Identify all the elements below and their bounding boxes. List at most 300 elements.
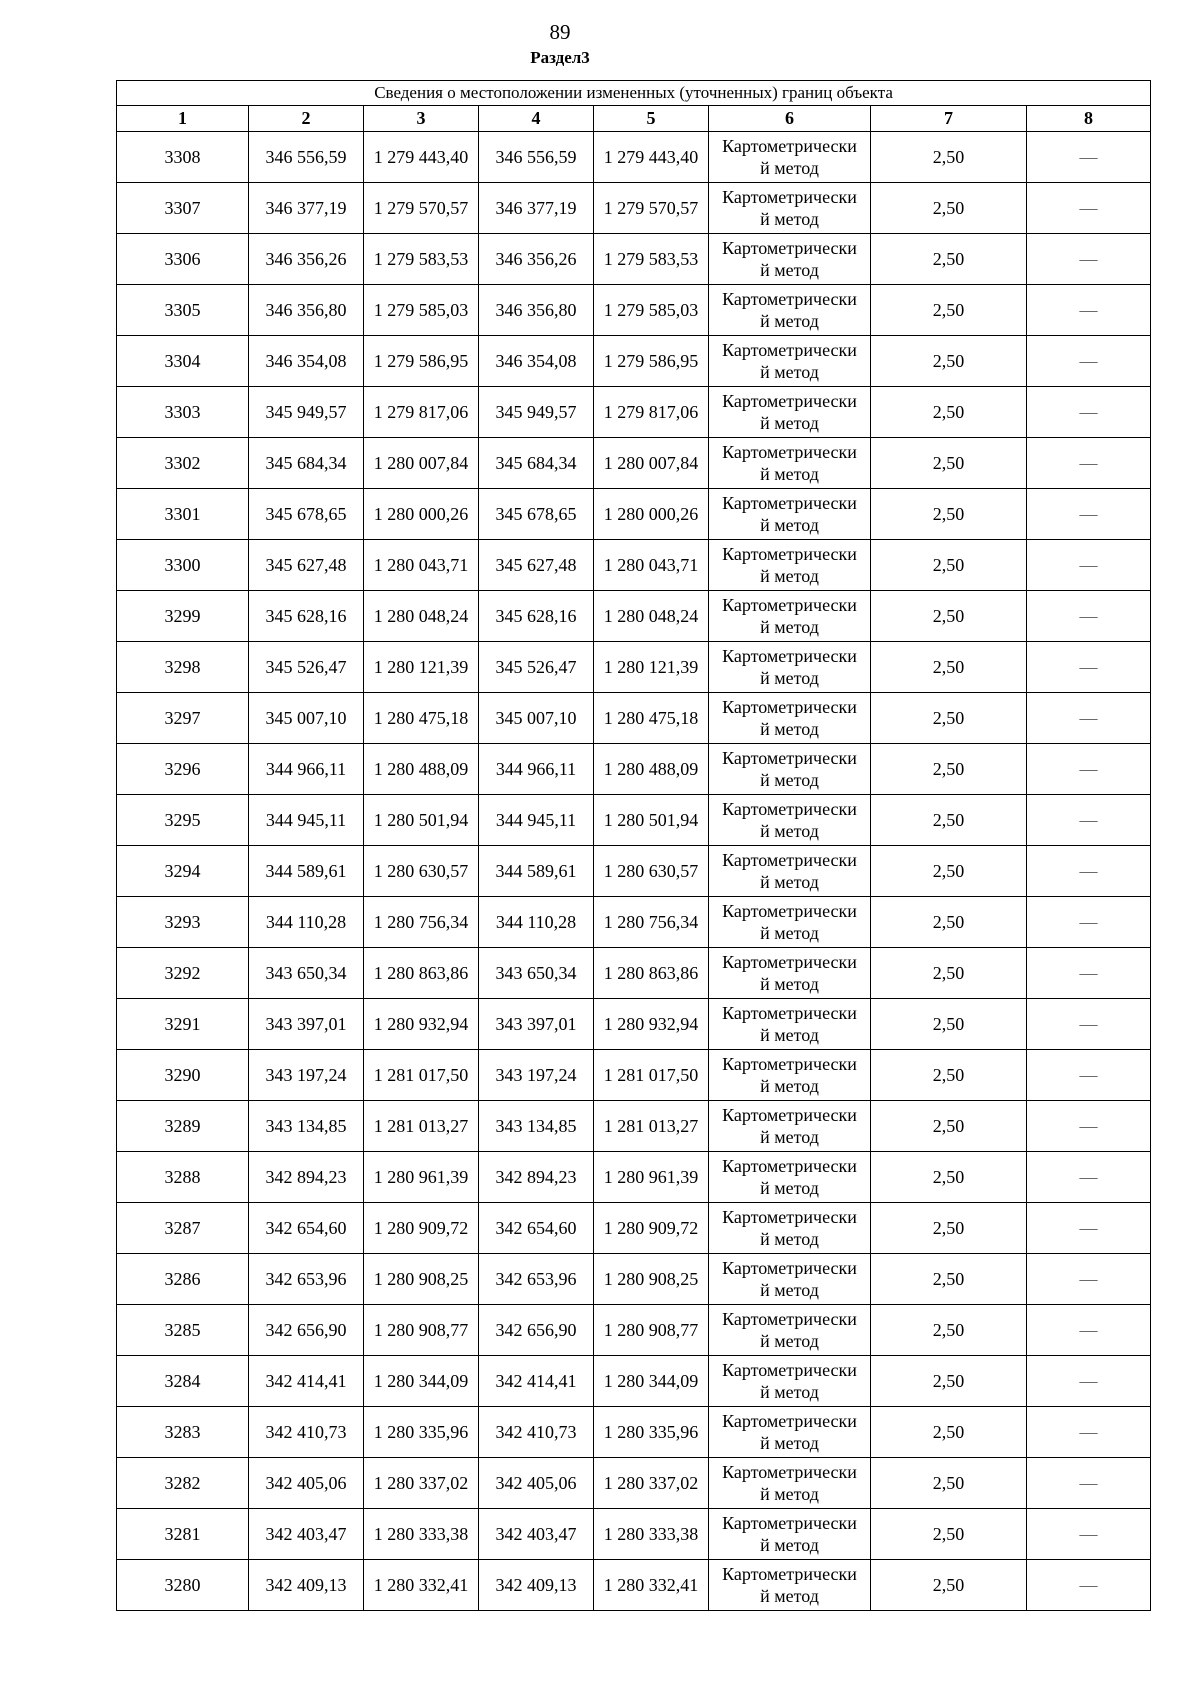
point-number-cell: 3287 (117, 1203, 249, 1254)
x-coord-refined-cell: 342 653,96 (479, 1254, 594, 1305)
table-row (117, 1050, 1151, 1101)
method-cell (709, 1050, 871, 1101)
y-coord-refined-cell: 1 280 630,57 (594, 846, 709, 897)
page-number: 89 (549, 20, 571, 44)
method-line-1: Картометрически (722, 442, 857, 462)
accuracy-cell: 2,50 (871, 489, 1027, 540)
method-line-2: й метод (760, 719, 819, 739)
x-coord-existing-cell: 346 354,08 (249, 336, 364, 387)
table-row (117, 1560, 1151, 1611)
method-cell (709, 1407, 871, 1458)
method-cell (709, 489, 871, 540)
point-number-cell: 3293 (117, 897, 249, 948)
x-coord-existing-cell: 342 409,13 (249, 1560, 364, 1611)
y-coord-refined-cell: 1 280 332,41 (594, 1560, 709, 1611)
accuracy-cell: 2,50 (871, 1560, 1027, 1611)
description-cell: — (1027, 1254, 1151, 1305)
y-coord-existing-cell: 1 280 333,38 (364, 1509, 479, 1560)
method-line-1: Картометрически (722, 1258, 857, 1278)
method-line-1: Картометрически (722, 748, 857, 768)
x-coord-refined-cell: 343 397,01 (479, 999, 594, 1050)
method-cell (709, 1305, 871, 1356)
method-line-1: Картометрически (722, 1411, 857, 1431)
method-line-1: Картометрически (722, 1003, 857, 1023)
point-number-cell: 3299 (117, 591, 249, 642)
y-coord-refined-cell: 1 280 932,94 (594, 999, 709, 1050)
method-line-1: Картометрически (722, 544, 857, 564)
x-coord-refined-cell: 345 678,65 (479, 489, 594, 540)
y-coord-refined-cell: 1 280 335,96 (594, 1407, 709, 1458)
y-coord-refined-cell: 1 280 007,84 (594, 438, 709, 489)
method-cell (709, 591, 871, 642)
method-line-2: й метод (760, 617, 819, 637)
y-coord-existing-cell: 1 281 017,50 (364, 1050, 479, 1101)
table-row (117, 540, 1151, 591)
x-coord-refined-cell: 345 627,48 (479, 540, 594, 591)
accuracy-cell: 2,50 (871, 234, 1027, 285)
description-cell: — (1027, 438, 1151, 489)
method-line-2: й метод (760, 1331, 819, 1351)
x-coord-existing-cell: 342 654,60 (249, 1203, 364, 1254)
x-coord-refined-cell: 343 197,24 (479, 1050, 594, 1101)
method-cell (709, 897, 871, 948)
x-coord-existing-cell: 343 197,24 (249, 1050, 364, 1101)
method-line-2: й метод (760, 1382, 819, 1402)
description-cell: — (1027, 1458, 1151, 1509)
x-coord-existing-cell: 344 945,11 (249, 795, 364, 846)
accuracy-cell: 2,50 (871, 1101, 1027, 1152)
accuracy-cell: 2,50 (871, 744, 1027, 795)
method-line-1: Картометрически (722, 1309, 857, 1329)
point-number-cell: 3307 (117, 183, 249, 234)
description-cell: — (1027, 1560, 1151, 1611)
x-coord-refined-cell: 346 354,08 (479, 336, 594, 387)
method-line-1: Картометрически (722, 646, 857, 666)
x-coord-refined-cell: 346 556,59 (479, 132, 594, 183)
method-cell (709, 1509, 871, 1560)
method-line-2: й метод (760, 1127, 819, 1147)
description-cell: — (1027, 285, 1151, 336)
y-coord-refined-cell: 1 279 817,06 (594, 387, 709, 438)
method-line-2: й метод (760, 464, 819, 484)
method-line-1: Картометрически (722, 1156, 857, 1176)
point-number-cell: 3306 (117, 234, 249, 285)
method-line-2: й метод (760, 1484, 819, 1504)
column-number: 2 (249, 106, 364, 132)
point-number-cell: 3282 (117, 1458, 249, 1509)
column-number: 8 (1027, 106, 1151, 132)
y-coord-existing-cell: 1 280 908,77 (364, 1305, 479, 1356)
table-row (117, 642, 1151, 693)
point-number-cell: 3289 (117, 1101, 249, 1152)
method-line-1: Картометрически (722, 238, 857, 258)
method-line-2: й метод (760, 209, 819, 229)
y-coord-existing-cell: 1 281 013,27 (364, 1101, 479, 1152)
x-coord-existing-cell: 346 356,26 (249, 234, 364, 285)
accuracy-cell: 2,50 (871, 846, 1027, 897)
y-coord-existing-cell: 1 280 332,41 (364, 1560, 479, 1611)
x-coord-refined-cell: 344 945,11 (479, 795, 594, 846)
method-line-2: й метод (760, 158, 819, 178)
description-cell: — (1027, 336, 1151, 387)
method-cell (709, 642, 871, 693)
accuracy-cell: 2,50 (871, 948, 1027, 999)
accuracy-cell: 2,50 (871, 1050, 1027, 1101)
point-number-cell: 3304 (117, 336, 249, 387)
x-coord-refined-cell: 342 654,60 (479, 1203, 594, 1254)
method-line-2: й метод (760, 821, 819, 841)
method-line-2: й метод (760, 668, 819, 688)
method-line-2: й метод (760, 311, 819, 331)
method-line-2: й метод (760, 1076, 819, 1096)
table-row (117, 1305, 1151, 1356)
x-coord-refined-cell: 345 949,57 (479, 387, 594, 438)
x-coord-existing-cell: 345 684,34 (249, 438, 364, 489)
table-row (117, 591, 1151, 642)
method-line-2: й метод (760, 1229, 819, 1249)
method-cell (709, 1152, 871, 1203)
boundary-coordinates-table (116, 80, 1151, 1611)
x-coord-existing-cell: 345 526,47 (249, 642, 364, 693)
method-line-2: й метод (760, 1433, 819, 1453)
method-cell (709, 1101, 871, 1152)
x-coord-refined-cell: 344 966,11 (479, 744, 594, 795)
y-coord-refined-cell: 1 280 908,25 (594, 1254, 709, 1305)
x-coord-existing-cell: 345 628,16 (249, 591, 364, 642)
x-coord-refined-cell: 342 894,23 (479, 1152, 594, 1203)
description-cell: — (1027, 489, 1151, 540)
y-coord-existing-cell: 1 280 121,39 (364, 642, 479, 693)
method-cell (709, 132, 871, 183)
table-row (117, 1458, 1151, 1509)
accuracy-cell: 2,50 (871, 1509, 1027, 1560)
y-coord-existing-cell: 1 279 443,40 (364, 132, 479, 183)
method-line-1: Картометрически (722, 595, 857, 615)
column-number: 1 (117, 106, 249, 132)
point-number-cell: 3296 (117, 744, 249, 795)
y-coord-existing-cell: 1 280 909,72 (364, 1203, 479, 1254)
table-caption: Сведения о местоположении измененных (уточненных) границ объекта (117, 81, 1151, 106)
accuracy-cell: 2,50 (871, 1254, 1027, 1305)
x-coord-existing-cell: 342 403,47 (249, 1509, 364, 1560)
table-row (117, 744, 1151, 795)
y-coord-refined-cell: 1 280 048,24 (594, 591, 709, 642)
x-coord-existing-cell: 345 949,57 (249, 387, 364, 438)
method-line-1: Картометрически (722, 697, 857, 717)
y-coord-existing-cell: 1 279 570,57 (364, 183, 479, 234)
x-coord-existing-cell: 342 656,90 (249, 1305, 364, 1356)
y-coord-refined-cell: 1 280 344,09 (594, 1356, 709, 1407)
x-coord-refined-cell: 344 110,28 (479, 897, 594, 948)
point-number-cell: 3303 (117, 387, 249, 438)
table-row (117, 846, 1151, 897)
y-coord-refined-cell: 1 280 908,77 (594, 1305, 709, 1356)
description-cell: — (1027, 591, 1151, 642)
table-row (117, 183, 1151, 234)
method-line-2: й метод (760, 872, 819, 892)
accuracy-cell: 2,50 (871, 642, 1027, 693)
point-number-cell: 3302 (117, 438, 249, 489)
point-number-cell: 3290 (117, 1050, 249, 1101)
description-cell: — (1027, 693, 1151, 744)
y-coord-existing-cell: 1 279 583,53 (364, 234, 479, 285)
y-coord-existing-cell: 1 280 961,39 (364, 1152, 479, 1203)
x-coord-existing-cell: 344 589,61 (249, 846, 364, 897)
x-coord-existing-cell: 346 377,19 (249, 183, 364, 234)
y-coord-refined-cell: 1 281 013,27 (594, 1101, 709, 1152)
method-line-1: Картометрически (722, 1360, 857, 1380)
description-cell: — (1027, 642, 1151, 693)
method-cell (709, 948, 871, 999)
y-coord-refined-cell: 1 280 333,38 (594, 1509, 709, 1560)
x-coord-refined-cell: 342 414,41 (479, 1356, 594, 1407)
x-coord-refined-cell: 345 526,47 (479, 642, 594, 693)
accuracy-cell: 2,50 (871, 1458, 1027, 1509)
method-cell (709, 744, 871, 795)
table-row (117, 1152, 1151, 1203)
table-row (117, 897, 1151, 948)
table-row (117, 1407, 1151, 1458)
y-coord-refined-cell: 1 281 017,50 (594, 1050, 709, 1101)
accuracy-cell: 2,50 (871, 1356, 1027, 1407)
method-line-1: Картометрически (722, 289, 857, 309)
method-cell (709, 336, 871, 387)
method-line-2: й метод (760, 974, 819, 994)
accuracy-cell: 2,50 (871, 897, 1027, 948)
x-coord-refined-cell: 345 007,10 (479, 693, 594, 744)
point-number-cell: 3292 (117, 948, 249, 999)
method-line-2: й метод (760, 923, 819, 943)
description-cell: — (1027, 897, 1151, 948)
method-line-2: й метод (760, 515, 819, 535)
x-coord-existing-cell: 342 410,73 (249, 1407, 364, 1458)
y-coord-refined-cell: 1 279 443,40 (594, 132, 709, 183)
table-row (117, 948, 1151, 999)
description-cell: — (1027, 948, 1151, 999)
description-cell: — (1027, 1152, 1151, 1203)
table-row (117, 387, 1151, 438)
y-coord-existing-cell: 1 280 863,86 (364, 948, 479, 999)
accuracy-cell: 2,50 (871, 1203, 1027, 1254)
y-coord-refined-cell: 1 280 337,02 (594, 1458, 709, 1509)
point-number-cell: 3308 (117, 132, 249, 183)
method-line-2: й метод (760, 1535, 819, 1555)
method-line-2: й метод (760, 770, 819, 790)
description-cell: — (1027, 132, 1151, 183)
accuracy-cell: 2,50 (871, 540, 1027, 591)
method-line-1: Картометрически (722, 1564, 857, 1584)
accuracy-cell: 2,50 (871, 387, 1027, 438)
x-coord-existing-cell: 344 110,28 (249, 897, 364, 948)
method-line-1: Картометрически (722, 1054, 857, 1074)
accuracy-cell: 2,50 (871, 132, 1027, 183)
method-cell (709, 1560, 871, 1611)
y-coord-existing-cell: 1 280 488,09 (364, 744, 479, 795)
method-line-1: Картометрически (722, 850, 857, 870)
column-number: 7 (871, 106, 1027, 132)
description-cell: — (1027, 999, 1151, 1050)
table-row (117, 1509, 1151, 1560)
method-cell (709, 183, 871, 234)
y-coord-refined-cell: 1 280 121,39 (594, 642, 709, 693)
method-line-2: й метод (760, 260, 819, 280)
x-coord-existing-cell: 342 405,06 (249, 1458, 364, 1509)
y-coord-existing-cell: 1 280 501,94 (364, 795, 479, 846)
point-number-cell: 3294 (117, 846, 249, 897)
method-line-1: Картометрически (722, 1513, 857, 1533)
description-cell: — (1027, 846, 1151, 897)
y-coord-existing-cell: 1 279 586,95 (364, 336, 479, 387)
y-coord-existing-cell: 1 279 817,06 (364, 387, 479, 438)
method-cell (709, 1254, 871, 1305)
accuracy-cell: 2,50 (871, 591, 1027, 642)
y-coord-refined-cell: 1 279 585,03 (594, 285, 709, 336)
x-coord-existing-cell: 346 556,59 (249, 132, 364, 183)
method-cell (709, 1203, 871, 1254)
accuracy-cell: 2,50 (871, 285, 1027, 336)
table-row (117, 1101, 1151, 1152)
description-cell: — (1027, 1305, 1151, 1356)
method-cell (709, 693, 871, 744)
method-line-1: Картометрически (722, 952, 857, 972)
point-number-cell: 3280 (117, 1560, 249, 1611)
accuracy-cell: 2,50 (871, 336, 1027, 387)
y-coord-existing-cell: 1 280 908,25 (364, 1254, 479, 1305)
point-number-cell: 3285 (117, 1305, 249, 1356)
y-coord-refined-cell: 1 280 475,18 (594, 693, 709, 744)
x-coord-existing-cell: 343 134,85 (249, 1101, 364, 1152)
description-cell: — (1027, 1203, 1151, 1254)
section-title: Раздел3 (530, 48, 590, 67)
y-coord-refined-cell: 1 279 583,53 (594, 234, 709, 285)
description-cell: — (1027, 1050, 1151, 1101)
point-number-cell: 3297 (117, 693, 249, 744)
method-cell (709, 438, 871, 489)
method-line-1: Картометрически (722, 340, 857, 360)
y-coord-refined-cell: 1 280 501,94 (594, 795, 709, 846)
method-line-1: Картометрически (722, 493, 857, 513)
x-coord-refined-cell: 342 409,13 (479, 1560, 594, 1611)
x-coord-refined-cell: 346 356,26 (479, 234, 594, 285)
x-coord-refined-cell: 343 650,34 (479, 948, 594, 999)
x-coord-existing-cell: 345 678,65 (249, 489, 364, 540)
column-number: 3 (364, 106, 479, 132)
column-number: 6 (709, 106, 871, 132)
method-cell (709, 285, 871, 336)
point-number-cell: 3288 (117, 1152, 249, 1203)
method-line-1: Картометрически (722, 187, 857, 207)
table-body (117, 132, 1151, 1611)
y-coord-refined-cell: 1 279 586,95 (594, 336, 709, 387)
y-coord-existing-cell: 1 280 048,24 (364, 591, 479, 642)
y-coord-refined-cell: 1 280 909,72 (594, 1203, 709, 1254)
description-cell: — (1027, 1101, 1151, 1152)
accuracy-cell: 2,50 (871, 999, 1027, 1050)
y-coord-refined-cell: 1 280 756,34 (594, 897, 709, 948)
method-line-1: Картометрически (722, 1105, 857, 1125)
x-coord-existing-cell: 342 414,41 (249, 1356, 364, 1407)
x-coord-existing-cell: 346 356,80 (249, 285, 364, 336)
table-row (117, 1356, 1151, 1407)
column-number-row (117, 106, 1151, 132)
method-cell (709, 1356, 871, 1407)
x-coord-refined-cell: 344 589,61 (479, 846, 594, 897)
x-coord-refined-cell: 345 684,34 (479, 438, 594, 489)
accuracy-cell: 2,50 (871, 438, 1027, 489)
point-number-cell: 3291 (117, 999, 249, 1050)
description-cell: — (1027, 795, 1151, 846)
table-row (117, 132, 1151, 183)
x-coord-existing-cell: 342 894,23 (249, 1152, 364, 1203)
description-cell: — (1027, 744, 1151, 795)
point-number-cell: 3281 (117, 1509, 249, 1560)
method-cell (709, 846, 871, 897)
method-cell (709, 387, 871, 438)
accuracy-cell: 2,50 (871, 1407, 1027, 1458)
table-row (117, 999, 1151, 1050)
y-coord-existing-cell: 1 280 000,26 (364, 489, 479, 540)
x-coord-existing-cell: 342 653,96 (249, 1254, 364, 1305)
accuracy-cell: 2,50 (871, 183, 1027, 234)
table-row (117, 693, 1151, 744)
accuracy-cell: 2,50 (871, 1305, 1027, 1356)
point-number-cell: 3284 (117, 1356, 249, 1407)
column-number: 5 (594, 106, 709, 132)
point-number-cell: 3295 (117, 795, 249, 846)
table-row (117, 285, 1151, 336)
table-row (117, 1254, 1151, 1305)
table-row (117, 438, 1151, 489)
method-line-2: й метод (760, 362, 819, 382)
description-cell: — (1027, 540, 1151, 591)
y-coord-existing-cell: 1 280 475,18 (364, 693, 479, 744)
y-coord-existing-cell: 1 280 335,96 (364, 1407, 479, 1458)
column-number: 4 (479, 106, 594, 132)
y-coord-existing-cell: 1 280 630,57 (364, 846, 479, 897)
method-line-1: Картометрически (722, 901, 857, 921)
y-coord-refined-cell: 1 280 961,39 (594, 1152, 709, 1203)
table-row (117, 336, 1151, 387)
y-coord-existing-cell: 1 280 007,84 (364, 438, 479, 489)
x-coord-existing-cell: 343 397,01 (249, 999, 364, 1050)
description-cell: — (1027, 1356, 1151, 1407)
y-coord-existing-cell: 1 280 344,09 (364, 1356, 479, 1407)
table-row (117, 234, 1151, 285)
x-coord-refined-cell: 342 656,90 (479, 1305, 594, 1356)
method-line-2: й метод (760, 1025, 819, 1045)
accuracy-cell: 2,50 (871, 795, 1027, 846)
method-line-2: й метод (760, 1280, 819, 1300)
method-line-1: Картометрически (722, 391, 857, 411)
method-cell (709, 234, 871, 285)
accuracy-cell: 2,50 (871, 693, 1027, 744)
y-coord-existing-cell: 1 280 756,34 (364, 897, 479, 948)
method-cell (709, 999, 871, 1050)
x-coord-existing-cell: 345 627,48 (249, 540, 364, 591)
method-line-1: Картометрически (722, 799, 857, 819)
y-coord-refined-cell: 1 280 863,86 (594, 948, 709, 999)
method-cell (709, 540, 871, 591)
table-row (117, 1203, 1151, 1254)
x-coord-existing-cell: 345 007,10 (249, 693, 364, 744)
point-number-cell: 3286 (117, 1254, 249, 1305)
method-line-1: Картометрически (722, 136, 857, 156)
table-row (117, 795, 1151, 846)
method-line-1: Картометрически (722, 1462, 857, 1482)
x-coord-existing-cell: 343 650,34 (249, 948, 364, 999)
table-row (117, 489, 1151, 540)
description-cell: — (1027, 1509, 1151, 1560)
